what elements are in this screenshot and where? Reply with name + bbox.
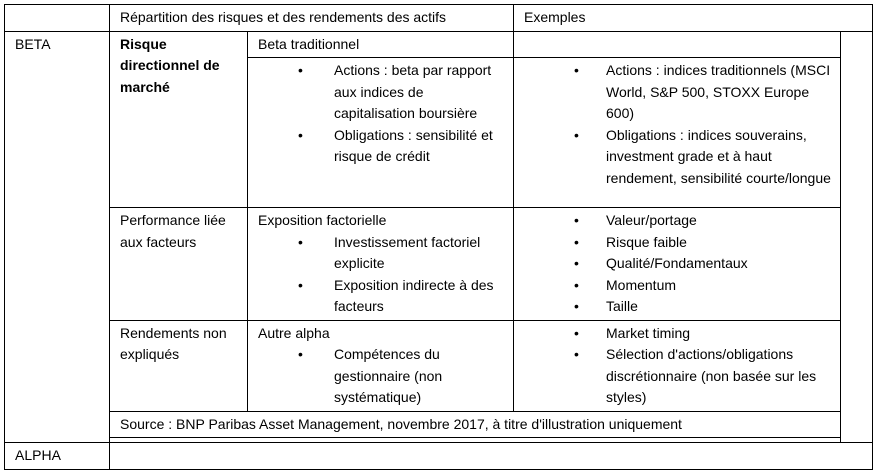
- list-item: • Momentum: [524, 275, 834, 297]
- table-row-unexplained-returns: [5, 320, 873, 411]
- header-exemples: Exemples: [514, 5, 873, 32]
- list-item: • Sélection d'actions/obligations discrétionnaire (non basée sur les styles): [524, 344, 834, 409]
- subtitle-factor-exposure: Exposition factorielle: [258, 212, 387, 228]
- header-empty-cell: [5, 5, 110, 32]
- list-item: • Actions : beta par rapport aux indices de capitalisation boursière: [258, 60, 507, 125]
- factor-examples-list: [524, 210, 834, 318]
- traditional-beta-examples-list: [524, 60, 834, 189]
- category-unexplained-returns: Rendements non expliqués: [110, 320, 248, 411]
- alpha-empty-cell: [110, 443, 873, 470]
- list-item: • Taille: [524, 296, 834, 318]
- list-item: • Valeur/portage: [524, 210, 834, 232]
- list-item: • Actions : indices traditionnels (MSCI World, S&P 500, STOXX Europe 600): [524, 60, 834, 125]
- factor-exposure-list: [258, 232, 507, 318]
- traditional-beta-list: [258, 60, 507, 168]
- list-item: • Obligations : sensibilité et risque de crédit: [258, 125, 507, 168]
- traditional-beta-examples-cell: [514, 58, 841, 208]
- factor-examples-cell: [514, 208, 841, 321]
- table-row-alpha: [5, 443, 873, 470]
- factor-exposure-cell: [248, 208, 514, 321]
- list-item: • Qualité/Fondamentaux: [524, 253, 834, 275]
- alpha-label-cell: ALPHA: [5, 443, 110, 470]
- list-item: • Investissement factoriel explicite: [258, 232, 507, 275]
- other-alpha-cell: [248, 320, 514, 411]
- other-alpha-examples-cell: [514, 320, 841, 411]
- beta-label-cell: BETA: [5, 31, 110, 443]
- examples-empty-cell: [514, 31, 841, 58]
- list-item: • Compétences du gestionnaire (non systématique): [258, 344, 507, 409]
- subtitle-traditional-beta: Beta traditionnel: [248, 31, 514, 58]
- traditional-beta-bullets-cell: [248, 58, 514, 208]
- source-note: Source : BNP Paribas Asset Management, novembre 2017, à titre d'illustration uniquement: [110, 411, 841, 438]
- list-item: • Obligations : indices souverains, investment grade et à haut rendement, sensibilité courte/longue: [524, 125, 834, 190]
- table-row-source: [5, 411, 873, 438]
- risk-return-table: [4, 4, 873, 470]
- header-row: [5, 5, 873, 32]
- header-repartition: Répartition des risques et des rendements des actifs: [110, 5, 514, 32]
- table-row-risk-directional-title: [5, 31, 873, 58]
- right-margin-cell: [841, 31, 873, 443]
- category-factor-performance: Performance liée aux facteurs: [110, 208, 248, 321]
- table-row-factor-performance: [5, 208, 873, 321]
- other-alpha-examples-list: [524, 323, 834, 409]
- list-item: • Risque faible: [524, 232, 834, 254]
- subtitle-other-alpha: Autre alpha: [258, 324, 330, 341]
- category-directional-risk: Risque directionnel de marché: [110, 31, 248, 208]
- other-alpha-list: [258, 344, 507, 409]
- list-item: • Market timing: [524, 323, 834, 345]
- list-item: • Exposition indirecte à des facteurs: [258, 275, 507, 318]
